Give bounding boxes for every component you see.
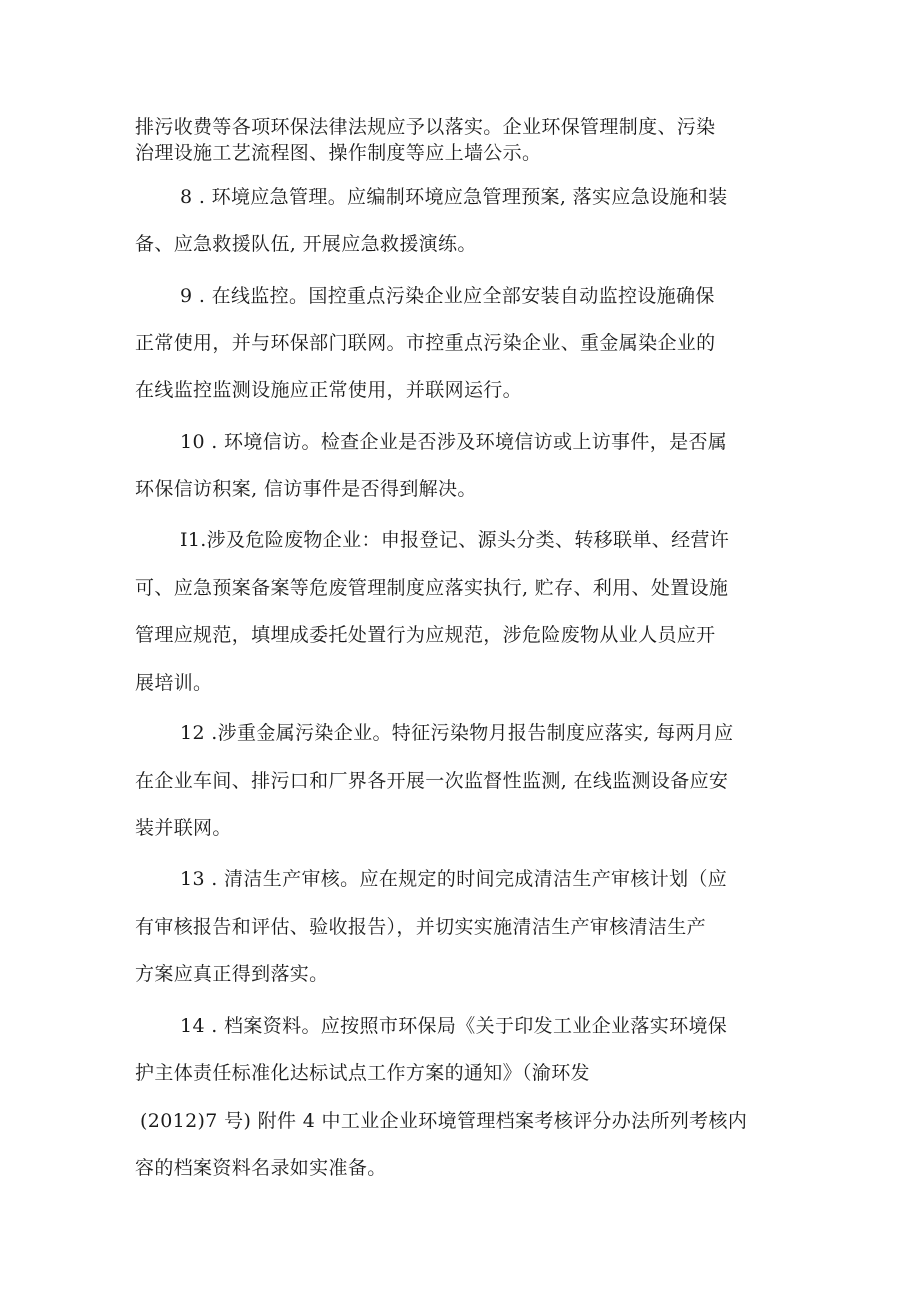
text-line-16: 装并联网。 xyxy=(135,817,232,839)
text-line-13: 展培训。 xyxy=(135,672,213,694)
text-line-19: 方案应真正得到落实。 xyxy=(135,963,329,985)
text-line-1: 排污收费等各项环保法律法规应予以落实。企业环保管理制度、污染 xyxy=(135,116,716,138)
text-line-3: 8 . 环境应急管理。应编制环境应急管理预案, 落实应急设施和装 xyxy=(180,186,728,208)
text-line-4: 备、应急救援队伍, 开展应急救援演练。 xyxy=(135,233,477,255)
text-line-18: 有审核报告和评估、验收报告），并切实实施清洁生产审核清洁生产 xyxy=(135,916,707,938)
text-line-21: 护主体责任标准化达标试点工作方案的通知》（渝环发 xyxy=(135,1062,590,1084)
text-line-6: 正常使用，并与环保部门联网。市控重点污染企业、重金属染企业的 xyxy=(135,332,716,354)
text-line-8: 10 . 环境信访。检查企业是否涉及环境信访或上访事件，是否属 xyxy=(180,431,728,453)
text-line-17: 13 . 清洁生产审核。应在规定的时间完成清洁生产审核计划（应 xyxy=(180,868,728,890)
text-line-12: 管理应规范，填埋成委托处置行为应规范，涉危险废物从业人员应开 xyxy=(135,624,716,646)
text-line-2: 治理设施工艺流程图、操作制度等应上墙公示。 xyxy=(135,142,542,164)
text-line-5: 9 . 在线监控。国控重点污染企业应全部安装自动监控设施确保 xyxy=(180,285,715,307)
text-line-15: 在企业车间、排污口和厂界各开展一次监督性监测, 在线监测设备应安 xyxy=(135,770,729,792)
text-line-20: 14 . 档案资料。应按照市环保局《关于印发工业企业落实环境保 xyxy=(180,1015,728,1037)
text-line-14: 12 .涉重金属污染企业。特征污染物月报告制度应落实, 每两月应 xyxy=(180,722,734,744)
text-line-7: 在线监控监测设施应正常使用，并联网运行。 xyxy=(135,379,523,401)
text-line-22: (2012)7 号) 附件 4 中工业企业环境管理档案考核评分办法所列考核内 xyxy=(140,1110,748,1132)
text-line-11: 可、应急预案备案等危废管理制度应落实执行, 贮存、利用、处置设施 xyxy=(135,577,729,599)
text-line-23: 容的档案资料名录如实准备。 xyxy=(135,1157,387,1179)
text-line-10: I1.涉及危险废物企业：申报登记、源头分类、转移联単、经营许 xyxy=(180,529,730,551)
text-line-9: 环保信访积案, 信访事件是否得到解决。 xyxy=(135,478,477,500)
